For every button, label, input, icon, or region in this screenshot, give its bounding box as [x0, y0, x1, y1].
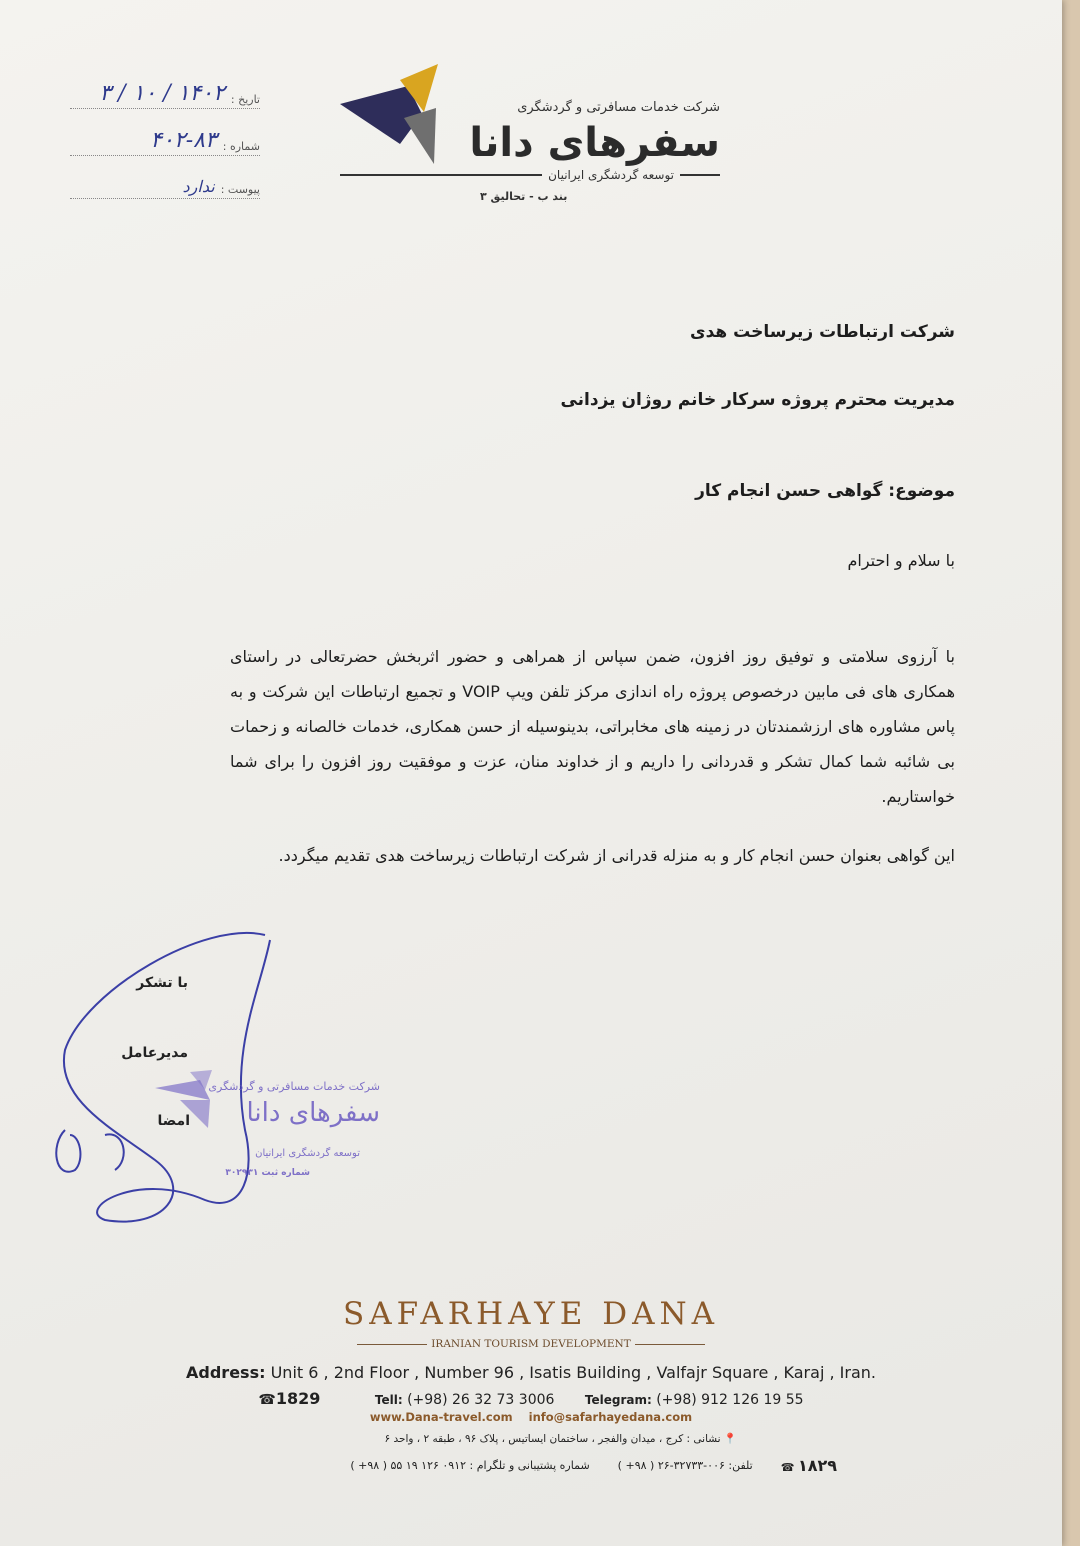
attachment-value: ندارد — [182, 177, 215, 196]
footer-brand: SAFARHAYE DANA — [342, 1296, 720, 1332]
fa-phone-icon: ☎ — [780, 1461, 795, 1474]
tel-label: Tell: — [374, 1393, 403, 1407]
signature-thanks: با تشکر — [136, 975, 188, 991]
stamp-line1: شرکت خدمات مسافرتی و گردشگری — [208, 1080, 380, 1093]
fa-hotline: ۱۸۲۹ — [797, 1456, 837, 1475]
date-label: تاریخ : — [230, 93, 260, 106]
company-logo — [330, 62, 730, 212]
footer-tagline: IRANIAN TOURISM DEVELOPMENT — [431, 1338, 631, 1350]
footer-address-row — [0, 1363, 1062, 1382]
footer-tagline-row — [0, 1338, 1062, 1350]
letter-closing: این گواهی بعنوان حسن انجام کار و به منزله قدرانی از شرکت ارتباطات زیرساخت هدی تقدیم میگردد. — [278, 846, 955, 865]
logo-mark-icon — [330, 62, 470, 172]
letter-body: با آرزوی سلامتی و توفیق روز افزون، ضمن سپاس از همراهی و حضور اثربخش حضرتعالی در راستای همکاری های فی مابین درخصوص پروژه راه اندازی مرکز تلفن ویپ VOIP و تجمیع ارتباطات این شرکت و به پاس مشاوره های ارزشمندتان در زمینه های مخابراتی، بدینوسیله از حسن همکاری، خدمات خالصانه و زحمات بی شائبه شما کمال تشکر و قدردانی را داریم و از خداوند منان، عزت و موفقیت روز افزون را برای شما خواستاریم. — [230, 647, 956, 806]
footer-contact-row — [0, 1389, 1062, 1408]
footer-web-row — [0, 1410, 1062, 1424]
date-value: ۱۴۰۲ / ۱۰ / ۳ — [99, 81, 225, 106]
number-value: ۴۰۲-۸۳ — [150, 128, 217, 153]
logo-line2: توسعه گردشگری ایرانیان — [548, 168, 674, 182]
telegram-label: Telegram: — [584, 1393, 652, 1407]
attachment-row — [70, 156, 260, 199]
recipient-person: مدیریت محترم پروژه سرکار خانم روژان یزدانی — [560, 390, 955, 410]
logo-line1: شرکت خدمات مسافرتی و گردشگری — [517, 100, 720, 115]
stamp-logo-icon — [150, 1070, 220, 1130]
email-link[interactable]: info@safarhayedana.com — [528, 1410, 693, 1424]
logo-line3: بند ب - تحالیق ۳ — [480, 190, 568, 203]
fa-support: شماره پشتیبانی و تلگرام : ۰۹۱۲ ۱۲۶ ۱۹ ۵۵ ( ۹۸+ ) — [350, 1459, 590, 1472]
telegram-value: (+98) 912 126 19 55 — [656, 1392, 804, 1408]
location-pin-icon: 📍 — [723, 1433, 737, 1445]
logo-line2-row — [340, 168, 720, 182]
date-row — [70, 62, 260, 109]
address-value: Unit 6 , 2nd Floor , Number 96 , Isatis Building , Valfajr Square , Karaj , Iran. — [270, 1363, 876, 1382]
address-label: Address: — [186, 1363, 266, 1382]
footer-fa-contact-row — [350, 1456, 837, 1475]
signature-sign-label: امضا — [157, 1113, 190, 1129]
stamp-line2: توسعه گردشگری ایرانیان — [255, 1148, 360, 1159]
signature-title: مدیرعامل — [121, 1045, 188, 1061]
logo-name: سفرهای دانا — [469, 120, 720, 166]
stamp-name: سفرهای دانا — [246, 1098, 380, 1128]
letter-meta — [70, 62, 260, 199]
stamp-reg: شماره ثبت ۳۰۲۹۳۱ — [225, 1168, 310, 1178]
letter-subject: موضوع: گواهی حسن انجام کار — [695, 481, 955, 501]
number-row — [70, 109, 260, 156]
footer-fa-address-row — [384, 1432, 737, 1445]
attachment-label: پیوست : — [220, 183, 260, 196]
website-link[interactable]: www.Dana-travel.com — [369, 1410, 513, 1424]
hotline: 1829 — [275, 1389, 321, 1408]
tel-value: (+98) 26 32 73 3006 — [407, 1392, 555, 1408]
letter-greeting: با سلام و احترام — [847, 551, 955, 570]
phone-icon: ☎ — [258, 1392, 276, 1408]
fa-address: نشانی : کرج ، میدان والفجر ، ساختمان ایساتیس ، پلاک ۹۶ ، طبقه ۲ ، واحد ۶ — [384, 1433, 721, 1445]
number-label: شماره : — [222, 140, 260, 153]
recipient-company: شرکت ارتباطات زیرساخت هدی — [689, 322, 955, 342]
company-stamp — [150, 1070, 380, 1190]
fa-tel: تلفن: ۰۰۶-۳۲۷۳۳-۲۶ ( ۹۸+ ) — [617, 1459, 753, 1472]
